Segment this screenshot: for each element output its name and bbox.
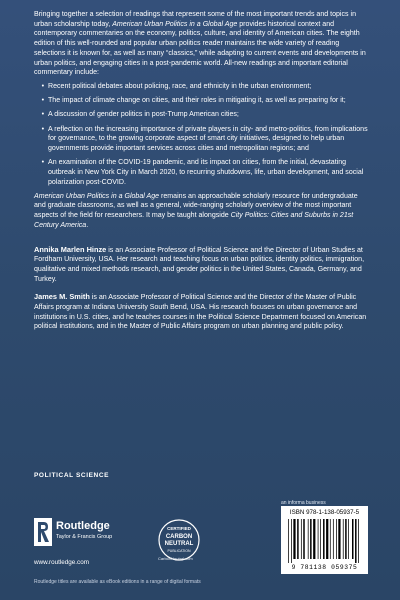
publisher-url[interactable]: www.routledge.com [34, 559, 89, 566]
author-bio [34, 245, 368, 285]
publisher-name: Routledge [56, 520, 110, 532]
barcode-bar [333, 519, 334, 559]
cert-line3: NEUTRAL [164, 541, 194, 547]
barcode-bar [313, 519, 315, 559]
feature-item: • Recent political debates about policing, race, and ethnicity in the urban environment; [46, 82, 368, 92]
back-cover-text [34, 10, 368, 340]
barcode-bar [308, 519, 309, 559]
intro-paragraph [34, 10, 368, 78]
subject-category: POLITICAL SCIENCE [34, 472, 110, 479]
intro-book-title: American Urban Politics in a Global Age [112, 20, 238, 28]
author-name: James M. Smith [34, 292, 90, 302]
barcode-bar [310, 519, 312, 559]
author-bio-text: is an Associate Professor of Political Science and the Director of Urban Studies at Fordham University, USA. Her research and teaching focus on urban politics, identity politics, immigration, qualitative and mixed methods research, and gender politics in the United States, Canada, Germany, and Turkey. [34, 246, 365, 283]
barcode-panel [281, 506, 368, 574]
publisher-logo [34, 518, 134, 558]
feature-item: • The impact of climate change on cities, and their roles in mitigating it, as well as preparing for it; [46, 96, 368, 106]
cert-line1: CERTIFIED [167, 526, 191, 531]
closing-end: . [86, 221, 89, 229]
ebook-note: Routledge titles are available as eBook editions in a range of digital formats [34, 579, 201, 585]
companion-book-title: City Politics: Cities and Suburbs in 21st Century America [34, 212, 354, 229]
barcode-bar [330, 519, 331, 559]
feature-item: • A reflection on the increasing importance of private players in city- and metro-politics, from implications for governance, to the growing corporate aspect of smart city initiatives, designed to help urban governments provide important services across cities and metropolitan regions; and [46, 125, 368, 154]
barcode-bar [358, 519, 359, 563]
barcode-icon [287, 519, 362, 563]
barcode-bar [318, 519, 319, 559]
closing-paragraph [34, 192, 368, 231]
barcode-bar [355, 519, 357, 563]
intro-text-rest: provides historical context and contemporary commentaries on the economy, politics, culture, and identity of American cities. The eighth edition of this well-rounded and popular urban politics reader maintains the wide variety of reading selections it is known for, as well as many “classics,” while adapting to current events and developments in urban politics, and engaging cities in a post-pandemic world. All-new readings and important editorial commentary include: [34, 20, 366, 77]
barcode-bar [293, 519, 295, 559]
intro-text: Bringing together a selection of readings that represent some of the most important trends and topics in urban scholarship today, [34, 11, 356, 28]
closing-text: remains an approachable scholarly resource for undergraduate and graduate classrooms, as well as a general, wide-ranging scholarly overview of the most important aspects of the field for researchers. It may be taught alongside [34, 192, 358, 220]
barcode-bar [288, 519, 289, 563]
barcode-bar [323, 519, 325, 559]
cert-site: CarbonNeutral.com [158, 556, 193, 561]
author-bios [34, 245, 368, 333]
barcode-bar [303, 519, 305, 559]
barcode-bar [301, 519, 302, 559]
publisher-group: Taylor & Francis Group [56, 534, 113, 540]
author-bio [34, 292, 368, 332]
feature-list [34, 82, 368, 187]
book-description [34, 10, 368, 231]
barcode-bar [345, 519, 347, 559]
cert-line2: CARBON [165, 534, 193, 540]
barcode-bar [297, 519, 299, 559]
routledge-logo-icon [34, 518, 52, 546]
feature-item: • A discussion of gender politics in post-Trump American cities; [46, 110, 368, 120]
barcode-bar [291, 519, 292, 563]
cert-line4: PUBLICATION [167, 549, 191, 553]
barcode-bar [320, 519, 321, 559]
barcode-bar [352, 519, 354, 559]
feature-item: • An examination of the COVID-19 pandemic, and its impact on cities, from the initial, devastating outbreak in New York City in March 2020, to recurring shutdowns, life, urban development, and social polarization post-COVID. [46, 158, 368, 187]
author-name: Annika Marlen Hinze [34, 244, 107, 254]
author-bio-text: is an Associate Professor of Political Science and the Director of the Master of Public Affairs program at Indiana University South Bend, USA. His research focuses on urban governance and institutions in U.S. cities, and he teaches courses in the Political Science Department focused on American political institutions, and in the Master of Public Affairs program on urban planning and public policy. [34, 294, 367, 331]
isbn-label: ISBN 978-1-138-05937-5 [289, 509, 360, 516]
closing-book-title: American Urban Politics in a Global Age [34, 192, 160, 200]
barcode-bar [338, 519, 340, 559]
barcode-bar [348, 519, 349, 559]
barcode-bar [326, 519, 328, 559]
barcode-digits: 9 781138 059375 [291, 564, 358, 571]
barcode-bar [336, 519, 337, 559]
barcode-bar [343, 519, 344, 559]
informa-tagline: an informa business [281, 500, 326, 506]
